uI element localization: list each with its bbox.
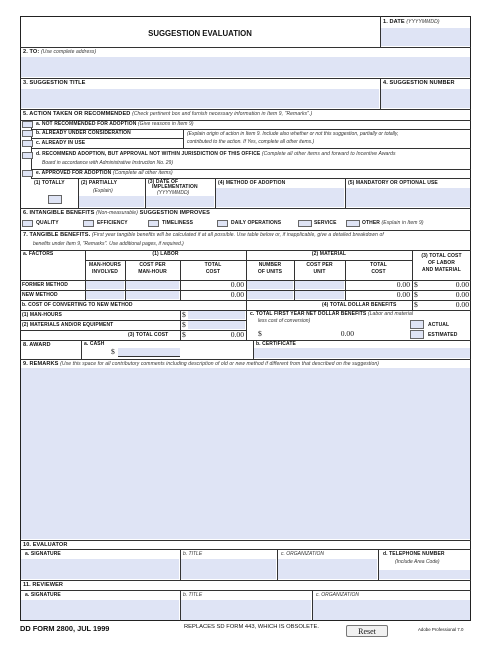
partially-field[interactable] <box>79 196 144 207</box>
materials-row-sign: $ <box>182 320 186 329</box>
rule <box>31 148 471 149</box>
date-implementation-label: (3) DATE OF <box>148 179 179 185</box>
to-field[interactable] <box>21 57 470 77</box>
actual-label: ACTUAL <box>428 322 450 328</box>
remarks-field[interactable] <box>21 368 470 539</box>
certificate-label: b. CERTIFICATE <box>256 341 296 347</box>
rule <box>20 590 471 591</box>
net-benefits-value[interactable]: 0.00 <box>340 329 354 338</box>
mandatory-optional-label: (5) MANDATORY OR OPTIONAL USE <box>348 180 438 186</box>
suggestion-number-label: 4. SUGGESTION NUMBER <box>383 80 455 86</box>
materials-row-label: (2) MATERIALS AND/OR EQUIPMENT <box>22 322 114 328</box>
reviewer-organization-label: c. ORGANIZATION <box>316 592 359 598</box>
action-label: 5. ACTION TAKEN OR RECOMMENDED (Check pertinent box and furnish necessary information in Item 9, "Remarks".) <box>23 111 313 117</box>
manhours-header-2: INVOLVED <box>92 269 118 275</box>
new-total[interactable]: 0.00 <box>455 290 469 299</box>
checkbox-service[interactable] <box>298 220 312 227</box>
costper-header: COST PER <box>139 262 166 268</box>
dollar-benefits-sign: $ <box>414 300 418 309</box>
labor-total-header-2: COST <box>205 269 221 275</box>
intangible-label: 6. INTANGIBLE BENEFITS (Non-measurable) SUGGESTION IMPROVES <box>23 210 210 216</box>
total-cost-label-2: OF LABOR <box>428 260 455 266</box>
rule <box>81 340 82 359</box>
action-c-label: c. ALREADY IN USE <box>36 140 86 146</box>
rule <box>412 250 413 310</box>
option-other: OTHER (Explain in Item 9) <box>362 220 424 226</box>
checkbox-5e1[interactable] <box>48 195 62 204</box>
costunit-header-2: UNIT <box>313 269 326 275</box>
new-dollar-sign: $ <box>414 290 418 299</box>
evaluator-signature-field[interactable] <box>21 559 179 579</box>
former-costper-field[interactable] <box>126 281 179 289</box>
method-of-adoption-label: (4) METHOD OF ADOPTION <box>218 180 286 186</box>
checkbox-other[interactable] <box>346 220 360 227</box>
evaluator-organization-label: c. ORGANIZATION <box>281 551 324 557</box>
option-timeliness: TIMELINESS <box>162 220 194 226</box>
material-total-header: TOTAL <box>370 262 387 268</box>
conversion-manhours-field[interactable] <box>188 311 245 319</box>
labor-label: (1) LABOR <box>152 251 179 257</box>
partially-label: (2) PARTIALLY <box>81 180 118 186</box>
implementation-date-field[interactable] <box>146 196 214 207</box>
rule <box>20 230 471 231</box>
title-area <box>21 40 379 46</box>
net-benefits-label: c. TOTAL FIRST YEAR NET DOLLAR BENEFITS (Labor and material <box>250 311 414 317</box>
reviewer-label: 11. REVIEWER <box>23 582 64 588</box>
action-d-hint: Board in accordance with Administrative Instruction No. 29) <box>42 160 173 166</box>
action-b-label: b. ALREADY UNDER CONSIDERATION <box>36 130 131 136</box>
estimated-label: ESTIMATED <box>428 332 458 338</box>
total-cost-row-label: (3) TOTAL COST <box>128 332 169 338</box>
checkbox-5a[interactable] <box>22 121 33 128</box>
suggestion-title-label: 3. SUGGESTION TITLE <box>23 80 86 86</box>
action-a-label: a. NOT RECOMMENDED FOR ADOPTION (Give reasons in Item 9) <box>36 121 194 127</box>
form-title: SUGGESTION EVALUATION <box>148 29 252 38</box>
units-header: NUMBER <box>258 262 282 268</box>
reviewer-title-field[interactable] <box>181 600 311 620</box>
award-label: 8. AWARD <box>23 342 51 348</box>
rule <box>20 78 471 79</box>
cash-label: a. CASH <box>84 341 105 347</box>
net-benefits-sign: $ <box>258 329 262 338</box>
total-cost-label-3: AND MATERIAL <box>422 267 461 273</box>
tangible-hint: benefits under Item 9, "Remarks". Use additional pages, if required.) <box>33 241 184 247</box>
cash-award-field[interactable] <box>118 348 180 356</box>
rule <box>20 109 471 110</box>
option-daily-operations: DAILY OPERATIONS <box>231 220 282 226</box>
evaluator-telephone-label: d. TELEPHONE NUMBER <box>383 551 445 557</box>
partially-hint: (Explain) <box>93 188 113 194</box>
to-label: 2. TO: (Use complete address) <box>23 49 97 55</box>
checkbox-efficiency[interactable] <box>83 220 94 227</box>
rule <box>31 138 183 139</box>
rule <box>85 260 412 261</box>
evaluator-signature-label: a. SIGNATURE <box>25 551 61 557</box>
cash-underline <box>118 356 180 357</box>
option-efficiency: EFFICIENCY <box>97 220 128 226</box>
action-e-label: e. APPROVED FOR ADOPTION (Complete all other items) <box>36 170 173 176</box>
former-costunit-field[interactable] <box>295 281 344 289</box>
reviewer-organization-field[interactable] <box>313 600 470 620</box>
dollar-benefits-label: (4) TOTAL DOLLAR BENEFITS <box>322 302 397 308</box>
checkbox-estimated[interactable] <box>410 330 424 339</box>
cash-dollar-sign: $ <box>111 347 115 356</box>
former-manhours-field[interactable] <box>86 281 124 289</box>
former-units-field[interactable] <box>247 281 293 289</box>
manhours-row-sign: $ <box>182 310 186 319</box>
suggestion-number-field[interactable] <box>381 89 470 108</box>
checkbox-5d[interactable] <box>22 152 33 159</box>
reviewer-signature-label: a. SIGNATURE <box>25 592 61 598</box>
method-of-adoption-field[interactable] <box>216 188 344 207</box>
rule <box>183 129 184 148</box>
converting-label: b. COST OF CONVERTING TO NEW METHOD <box>22 302 133 308</box>
former-dollar-sign: $ <box>414 280 418 289</box>
rule <box>20 540 471 541</box>
costper-header-2: MAN-HOUR <box>138 269 167 275</box>
dollar-benefits-value[interactable]: 0.00 <box>455 300 469 309</box>
new-method-label: NEW METHOD <box>22 292 58 298</box>
rule <box>31 178 471 179</box>
rule <box>20 359 471 360</box>
manhours-header: MAN-HOURS <box>88 262 121 268</box>
replaces-notice: REPLACES SD FORM 443, WHICH IS OBSOLETE. <box>184 624 319 630</box>
former-material-total[interactable]: 0.00 <box>396 280 410 289</box>
units-header-2: OF UNITS <box>257 269 283 275</box>
material-label: (2) MATERIAL <box>311 251 347 257</box>
reset-button[interactable]: Reset <box>346 625 388 637</box>
action-bc-hint: (Explain origin of action in Item 9. Include also whether or not this suggestion, partially or totally, <box>187 131 399 137</box>
remarks-label: 9. REMARKS (Use this space for all contributory comments including description of old or new method if different from that described on the suggestion) <box>23 361 380 367</box>
former-method-label: FORMER METHOD <box>22 282 69 288</box>
mandatory-optional-field[interactable] <box>346 188 470 207</box>
new-labor-total[interactable]: 0.00 <box>230 290 244 299</box>
evaluator-title-field[interactable] <box>181 559 276 579</box>
date-label: 1. DATE (YYYYMMDD) <box>383 19 440 25</box>
checkbox-5b[interactable] <box>22 130 33 137</box>
evaluator-telephone-field[interactable] <box>379 570 470 579</box>
suggestion-title-field[interactable] <box>21 89 379 108</box>
checkbox-5c[interactable] <box>22 140 33 147</box>
new-material-total[interactable]: 0.00 <box>396 290 410 299</box>
checkbox-timeliness[interactable] <box>148 220 159 227</box>
option-quality: QUALITY <box>36 220 59 226</box>
former-total[interactable]: 0.00 <box>455 280 469 289</box>
date-field[interactable] <box>381 28 470 46</box>
checkbox-quality[interactable] <box>22 220 33 227</box>
evaluator-title-label: b. TITLE <box>183 551 203 557</box>
totally-label: (1) TOTALLY <box>34 180 65 186</box>
tangible-label: 7. TANGIBLE BENEFITS. (First year tangible benefits will be calculated if at all possible. Use table below or, if inapplicable, give a detailed breakdown of <box>23 232 384 238</box>
rule <box>180 310 181 340</box>
material-total-header-2: COST <box>371 269 386 275</box>
costunit-header: COST PER <box>306 262 333 268</box>
total-cost-value[interactable]: 0.00 <box>230 330 244 339</box>
new-costunit-field[interactable] <box>295 291 344 299</box>
rule <box>20 208 471 209</box>
product-note: Adobe Professional 7.0 <box>418 627 464 632</box>
checkbox-5e[interactable] <box>22 170 33 177</box>
rule <box>20 549 471 550</box>
reviewer-signature-field[interactable] <box>21 600 179 620</box>
checkbox-actual[interactable] <box>410 320 424 329</box>
rule <box>20 47 471 48</box>
action-bc-hint-2: contributed to the action. If Yes, complete all other items.) <box>187 139 315 145</box>
date-implementation-label-2: IMPLEMENTATION <box>152 184 198 190</box>
new-units-field[interactable] <box>247 291 293 299</box>
option-service: SERVICE <box>314 220 337 226</box>
total-cost-label: (3) TOTAL COST <box>421 253 462 259</box>
date-implementation-hint: (YYYYMMDD) <box>157 190 190 196</box>
evaluator-telephone-hint: (Include Area Code) <box>395 559 440 565</box>
manhours-row-label: (1) MAN-HOURS <box>22 312 62 318</box>
evaluator-organization-field[interactable] <box>278 559 377 579</box>
factors-label: a. FACTORS <box>23 251 54 257</box>
former-labor-total[interactable]: 0.00 <box>230 280 244 289</box>
checkbox-daily-operations[interactable] <box>217 220 228 227</box>
total-cost-sign: $ <box>182 330 186 339</box>
new-costper-field[interactable] <box>126 291 179 299</box>
net-benefits-hint: less cost of conversion) <box>258 318 311 324</box>
labor-total-header: TOTAL <box>204 262 222 268</box>
certificate-field[interactable] <box>254 348 470 358</box>
action-d-label: d. RECOMMEND ADOPTION, BUT APPROVAL NOT WITHIN JURISDICTION OF THIS OFFICE (Complete all other items and forward to Incentive Awards <box>36 151 396 157</box>
new-manhours-field[interactable] <box>86 291 124 299</box>
conversion-materials-field[interactable] <box>188 321 245 329</box>
evaluator-label: 10. EVALUATOR <box>23 542 68 548</box>
reviewer-title-label: b. TITLE <box>183 592 203 598</box>
form-number: DD FORM 2800, JUL 1999 <box>20 624 110 633</box>
rule <box>20 580 471 581</box>
